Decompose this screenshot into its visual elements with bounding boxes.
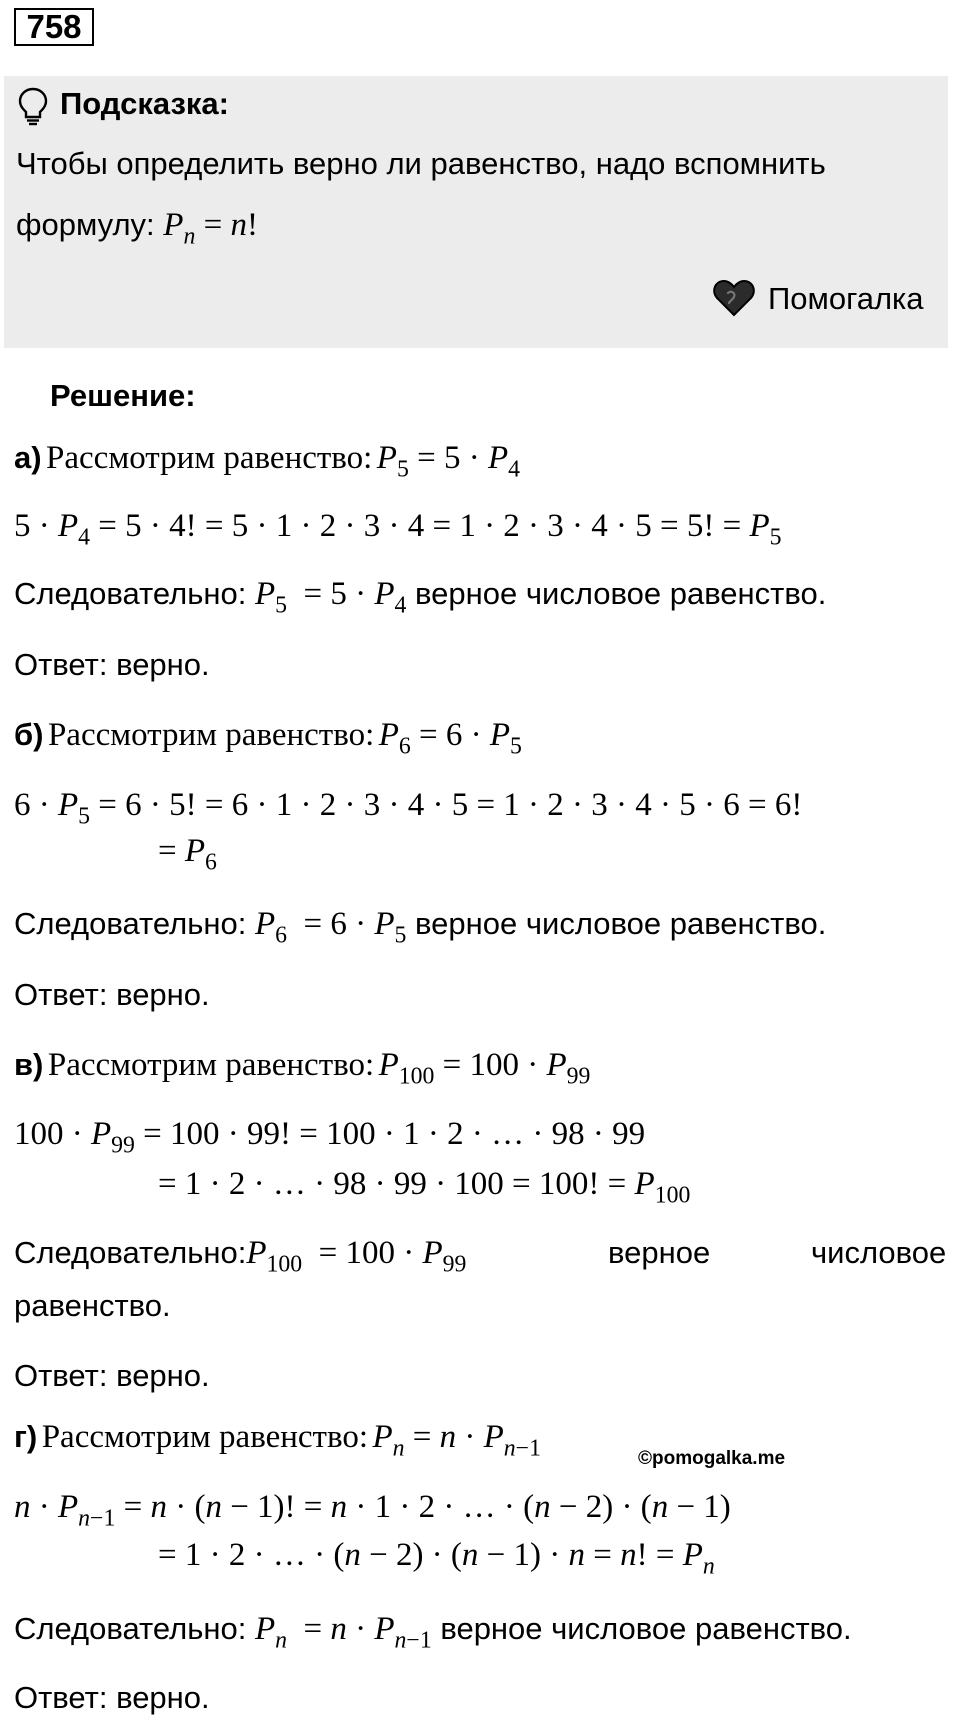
conclusion-formula: $P_6 = 6 \cdot P_5$ [254,906,407,949]
part-g-label: г) [14,1419,38,1454]
part-v-calculation-line2: = 1 · 2 · … · 98 · 99 · 100 = 100! = $P_{100}$ [158,1166,691,1209]
part-v-consider-formula: $P_{100} = 100 \cdot P_{99}$ [378,1047,591,1090]
part-g-conclusion [14,1611,852,1654]
hint-formula-prefix: формулу: [16,207,155,242]
conclusion-prefix: Следовательно: [14,906,247,941]
conclusion-prefix: Следовательно: [14,1611,247,1646]
part-g-calculation-line2: = 1 · 2 · … · (n − 2) · (n − 1) · n = n! = $P_n$ [158,1537,715,1580]
part-b-consider-formula: $P_6 = 6 \cdot P_5$ [378,717,522,760]
conclusion-formula: $P_5 = 5 \cdot P_4$ [254,576,407,619]
part-b-label: б) [14,717,44,752]
conclusion-formula: $P_n = n \cdot P_{n-1}$ [254,1611,432,1654]
part-g-calculation-line1: $n \cdot P_{n-1} = n \cdot (n - 1)$! = n · 1 · 2 · … · (n − 2) · (n − 1) [14,1489,731,1532]
task-number: 758 [14,8,94,46]
conclusion-formula: $P_{100} = 100 \cdot P_{99}$ [246,1235,467,1278]
part-a-answer: Ответ: верно. [14,647,210,682]
part-a-consider [14,440,520,483]
conclusion-prefix: Следовательно: [14,1235,247,1270]
part-b-conclusion [14,906,827,949]
part-b-answer: Ответ: верно. [14,977,210,1012]
hint-formula: $P_n = n$! [163,207,258,250]
conclusion-suffix: верное числовое равенство. [415,906,827,941]
part-b-calculation-line2: = $P_6$ [158,833,217,876]
part-v-answer: Ответ: верно. [14,1358,210,1393]
hint-text-formula-line [16,207,258,250]
part-v-consider [14,1047,591,1090]
part-g-consider-text: Рассмотрим равенство: [41,1419,368,1455]
lightbulb-icon [16,86,50,126]
part-g-consider [14,1419,541,1462]
part-g-answer: Ответ: верно. [14,1680,210,1715]
hint-text: Чтобы определить верно ли равенство, надо вспомнить [16,146,826,181]
watermark: ©pomogalka.me [638,1448,786,1469]
part-b-consider-text: Рассмотрим равенство: [47,717,375,753]
conclusion-suffix: верное числовое равенство. [415,576,827,611]
part-v-conclusion-prefix [14,1235,467,1278]
heart-icon [712,279,756,317]
part-v-label: в) [14,1047,44,1082]
part-v-conclusion-word3: равенство. [14,1288,171,1323]
part-v-consider-text: Рассмотрим равенство: [47,1047,375,1083]
part-a-label: а) [14,440,42,475]
solution-title: Решение: [50,378,196,413]
hint-title: Подсказка: [60,86,229,121]
part-a-consider-text: Рассмотрим равенство: [46,440,373,476]
part-b-consider [14,717,522,760]
helper-link[interactable]: Помогалка [768,281,924,316]
conclusion-prefix: Следовательно: [14,576,247,611]
conclusion-suffix: верное числовое равенство. [440,1611,852,1646]
part-v-conclusion-word1: верное [608,1235,711,1270]
part-b-calculation-line1: $6 \cdot P_5 = 6 \cdot 5$! = 6 · 1 · 2 · 3 · 4 · 5 = 1 · 2 · 3 · 4 · 5 · 6 = 6! [14,787,803,830]
part-a-consider-formula: $P_5 = 5 \cdot P_4$ [376,440,520,483]
part-a-calculation: $5 \cdot P_4 = 5 \cdot 4$! = 5 · 1 · 2 · 3 · 4 = 1 · 2 · 3 · 4 · 5 = 5! = $P_5$ [14,508,782,551]
part-a-conclusion [14,576,827,619]
part-v-calculation-line1: $100 \cdot P_{99} = 100 \cdot 99$! = 100 · 1 · 2 · … · 98 · 99 [14,1116,646,1159]
part-g-consider-formula: $P_n = n \cdot P_{n-1}$ [372,1419,541,1462]
part-v-conclusion-word2: числовое [811,1235,947,1270]
